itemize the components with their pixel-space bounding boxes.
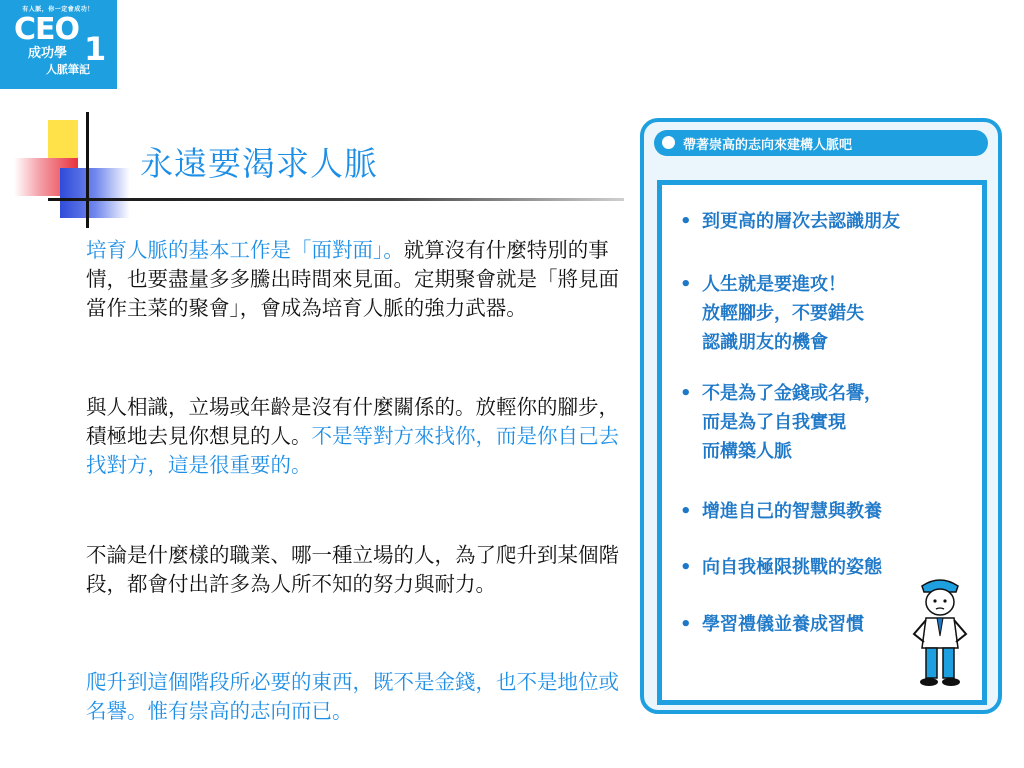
logo-tagline: 有人脈，你一定會成功！ xyxy=(22,6,94,13)
bullet-icon: • xyxy=(680,501,692,522)
bullet-icon: • xyxy=(680,614,692,635)
highlight-text: 培育人脈的基本工作是「面對面」。 xyxy=(86,238,404,262)
title-underline xyxy=(48,198,624,201)
list-item-text: 不是為了金錢或名譽， 而是為了自我實現 而構築人脈 xyxy=(702,383,882,462)
body-paragraph-2 xyxy=(86,393,626,480)
bullet-dot-icon xyxy=(662,136,675,149)
body-text: 不論是什麼樣的職業、哪一種立場的人，為了爬升到某個階段，都會付出許多為人所不知的努力與耐力。 xyxy=(86,543,619,596)
body-paragraph-3 xyxy=(86,541,626,599)
bullet-icon: • xyxy=(680,383,692,404)
body-text: 與人相識，立場或年齡是沒有什麼關係的。放輕你的腳步，積極地去見你想見的人。 xyxy=(86,395,619,448)
body-paragraph-4 xyxy=(86,668,626,726)
businessman-mascot-icon xyxy=(908,578,972,688)
list-item-text: 學習禮儀並養成習慣 xyxy=(702,614,864,635)
bullet-icon: • xyxy=(680,211,692,232)
list-item-text: 到更高的層次去認識朋友 xyxy=(702,211,900,232)
bullet-icon: • xyxy=(680,274,692,295)
panel-header-text: 帶著崇高的志向來建構人脈吧 xyxy=(683,138,853,153)
decor-blue-square xyxy=(60,168,130,218)
list-item-text: 增進自己的智慧與教養 xyxy=(702,501,882,522)
decor-yellow-square xyxy=(48,120,78,158)
highlight-text: 不是等對方來找你，而是你自己去找對方，這是很重要的。 xyxy=(86,424,619,477)
panel-header xyxy=(654,130,988,156)
list-item-text: 向自我極限挑戰的姿態 xyxy=(702,557,882,578)
body-text: 就算沒有什麼特別的事情，也要盡量多多騰出時間來見面。定期聚會就是「將見面當作主菜的聚會」，會成為培育人脈的強力武器。 xyxy=(86,238,619,320)
logo-subtitle: 成功學 xyxy=(28,46,68,61)
ceo-logo xyxy=(0,0,117,89)
logo-number: 1 xyxy=(84,30,107,68)
decor-vertical-line xyxy=(86,112,89,228)
bullet-icon: • xyxy=(680,557,692,578)
list-item-text: 人生就是要進攻！ 放輕腳步，不要錯失 認識朋友的機會 xyxy=(702,274,864,353)
logo-ceo-text: CEO xyxy=(14,12,80,47)
body-paragraph-1 xyxy=(86,236,626,323)
highlight-text: 爬升到這個階段所必要的東西，既不是金錢，也不是地位或名譽。惟有崇高的志向而已。 xyxy=(86,670,619,723)
slide-title: 永遠要渴求人脈 xyxy=(140,144,378,183)
logo-series: 人脈筆記 xyxy=(46,63,90,76)
